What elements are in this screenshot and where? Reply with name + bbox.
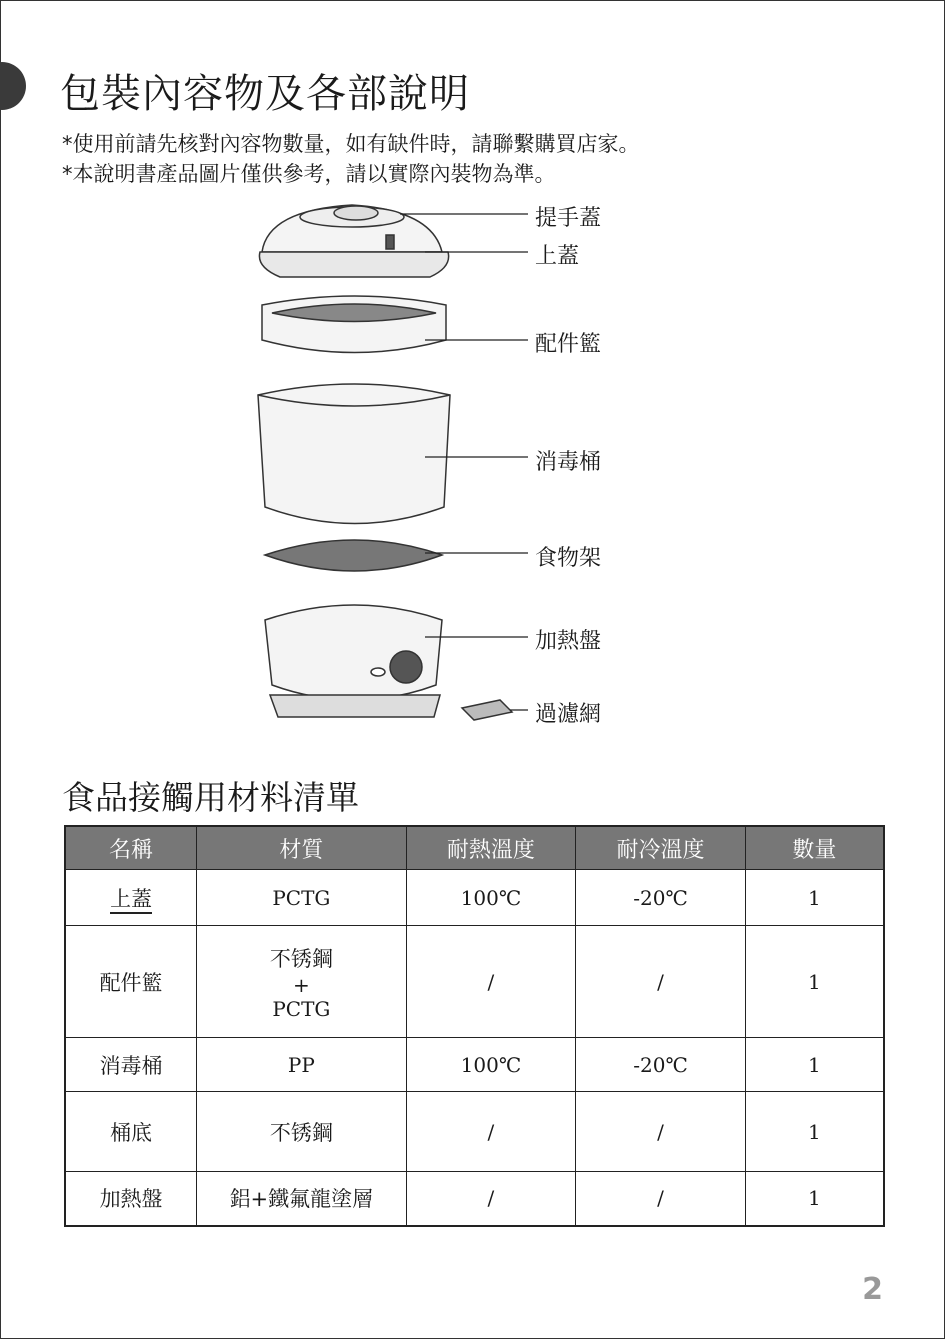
cell-material: 不锈鋼: [197, 1092, 406, 1172]
label-handle-lid: 提手蓋: [535, 206, 602, 231]
header-heat-resistance: 耐熱溫度: [406, 826, 576, 870]
cell-qty: 1: [745, 1092, 884, 1172]
page-number: 2: [862, 1272, 883, 1307]
cell-name: 消毒桶: [65, 1038, 197, 1092]
cell-cold: /: [576, 1172, 746, 1226]
table-row: [65, 1092, 884, 1172]
cell-heat: /: [406, 926, 576, 1038]
table-header-row: [65, 826, 884, 870]
page-title: 包裝內容物及各部說明: [60, 71, 470, 117]
materials-table: [64, 825, 885, 1227]
cell-material: [197, 926, 406, 1038]
table-row: [65, 1172, 884, 1226]
header-name: 名稱: [65, 826, 197, 870]
label-heating-plate: 加熱盤: [535, 629, 602, 654]
materials-section-title: 食品接觸用材料清單: [62, 778, 359, 817]
cell-cold: -20℃: [576, 1038, 746, 1092]
cell-cold: /: [576, 926, 746, 1038]
cell-cold: -20℃: [576, 870, 746, 926]
cell-heat: 100℃: [406, 870, 576, 926]
label-sterilizing-bucket: 消毒桶: [535, 450, 602, 475]
header-cold-resistance: 耐冷溫度: [576, 826, 746, 870]
lid-drawing: [259, 205, 448, 277]
cell-name: [65, 870, 197, 926]
cell-name: 配件籃: [65, 926, 197, 1038]
label-accessory-basket: 配件籃: [535, 332, 602, 357]
cell-name: 加熱盤: [65, 1172, 197, 1226]
cell-name-text: 上蓋: [110, 887, 152, 914]
cell-name: 桶底: [65, 1092, 197, 1172]
table-row: [65, 870, 884, 926]
product-diagram: [0, 195, 945, 755]
cell-heat: 100℃: [406, 1038, 576, 1092]
cell-cold: /: [576, 1092, 746, 1172]
cell-material: 鋁+鐵氟龍塗層: [197, 1172, 406, 1226]
bucket-drawing: [258, 384, 450, 524]
table-row: [65, 926, 884, 1038]
basket-drawing: [262, 296, 446, 353]
cell-qty: 1: [745, 870, 884, 926]
cell-qty: 1: [745, 1172, 884, 1226]
label-filter: 過濾網: [535, 702, 602, 727]
exploded-view-illustration: [0, 195, 945, 755]
cell-material: PP: [197, 1038, 406, 1092]
material-line: +: [292, 972, 310, 997]
label-food-rack: 食物架: [535, 546, 602, 571]
cell-heat: /: [406, 1092, 576, 1172]
filter-drawing: [462, 700, 512, 720]
material-line: PCTG: [272, 996, 331, 1021]
cell-material: PCTG: [197, 870, 406, 926]
cell-heat: /: [406, 1172, 576, 1226]
header-material: 材質: [197, 826, 406, 870]
material-line: 不锈鋼: [269, 946, 333, 971]
label-top-lid: 上蓋: [535, 244, 580, 269]
cell-qty: 1: [745, 926, 884, 1038]
note-line-1: *使用前請先核對內容物數量，如有缺件時，請聯繫購買店家。: [62, 132, 640, 156]
heating-base-drawing: [265, 605, 442, 717]
note-line-2: *本說明書產品圖片僅供參考，請以實際內裝物為準。: [62, 162, 556, 186]
rack-drawing: [265, 540, 442, 571]
cell-qty: 1: [745, 1038, 884, 1092]
table-row: [65, 1038, 884, 1092]
header-quantity: 數量: [745, 826, 884, 870]
